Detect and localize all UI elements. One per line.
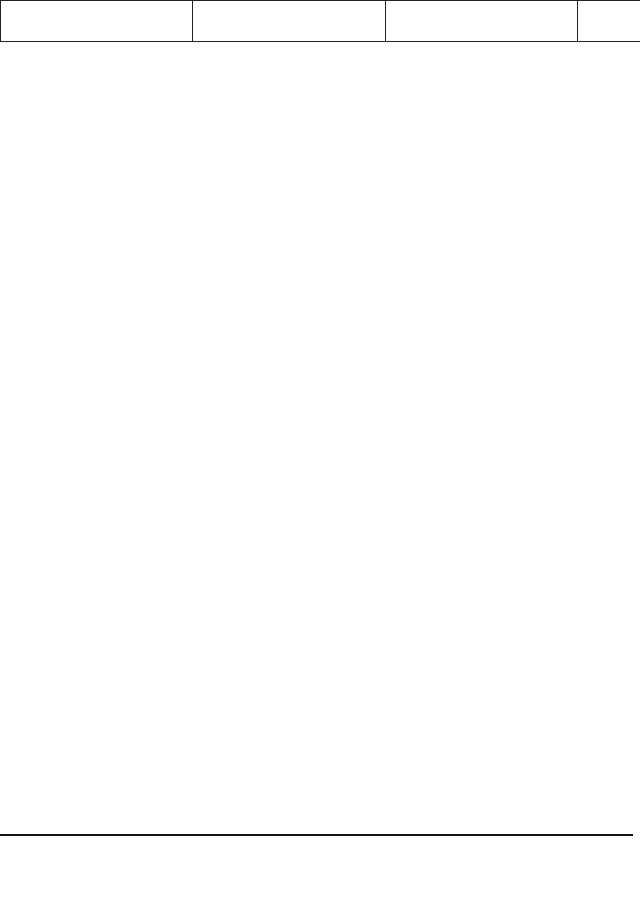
header-num: [1, 1, 193, 42]
repair-schedule-table: [0, 0, 640, 42]
table-header-row: [1, 1, 640, 42]
header-address: [193, 1, 385, 42]
header-commission-year: [577, 1, 640, 42]
header-services: [385, 1, 577, 42]
page-bottom-rule: [0, 834, 633, 836]
rotated-table-wrapper: [0, 0, 640, 42]
